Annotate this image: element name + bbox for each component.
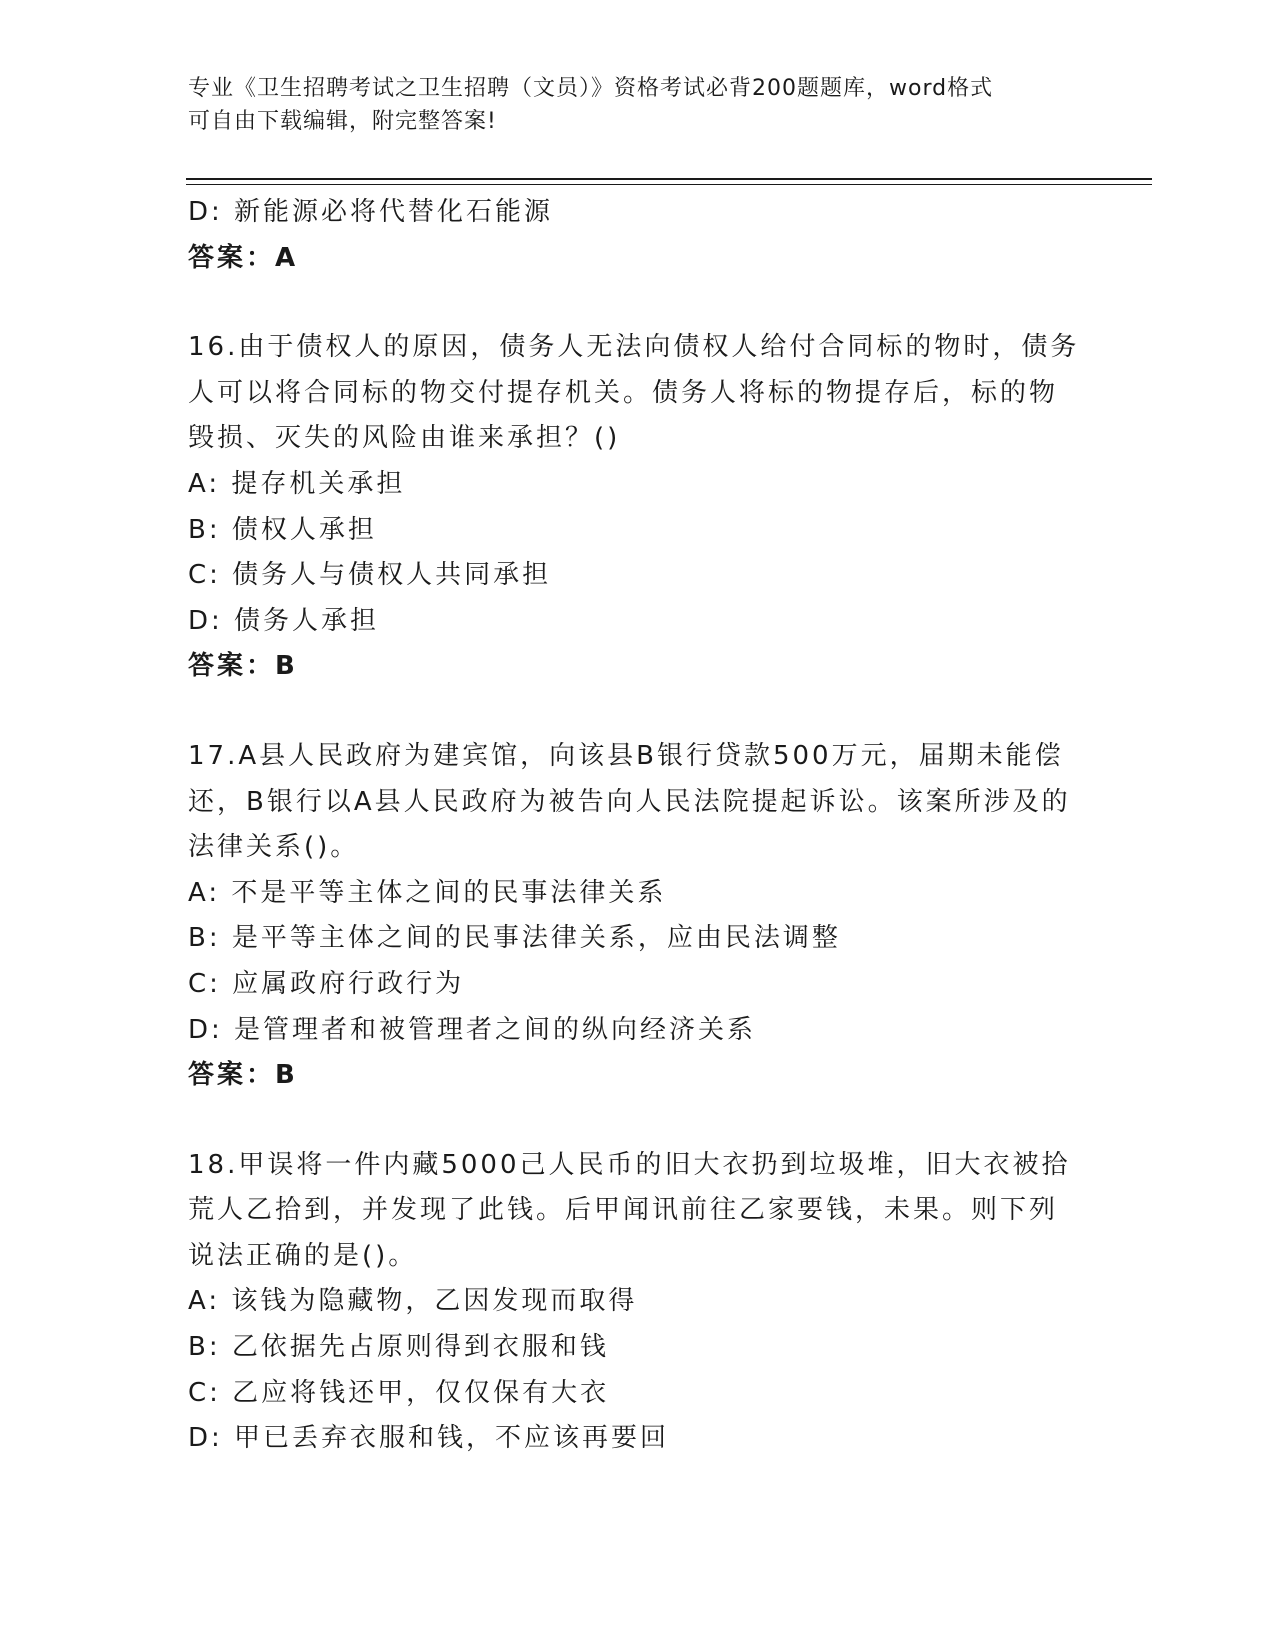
question-stem-line: 16.由于债权人的原因，债务人无法向债权人给付合同标的物时，债务	[188, 332, 1080, 363]
question-spacer	[188, 281, 1088, 325]
document-body	[188, 190, 1088, 1462]
answer-line: 答案：B	[188, 651, 298, 682]
option-c: C: 债务人与债权人共同承担	[188, 560, 552, 591]
option-d: D: 新能源必将代替化石能源	[188, 197, 554, 227]
option-a: A: 提存机关承担	[188, 468, 406, 499]
option-b: B: 是平等主体之间的民事法律关系，应由民法调整	[188, 923, 841, 954]
header-rule-thick	[186, 178, 1152, 180]
option-b: B: 乙依据先占原则得到衣服和钱	[188, 1332, 609, 1363]
option-c: C: 应属政府行政行为	[188, 968, 465, 999]
option-c: C: 乙应将钱还甲，仅仅保有大衣	[188, 1377, 610, 1408]
option-d: D: 甲已丢弃衣服和钱，不应该再要回	[188, 1423, 670, 1454]
question-stem-line: 法律关系()。	[188, 832, 360, 863]
question-stem-line: 17.A县人民政府为建宾馆，向该县B银行贷款500万元，届期未能偿	[188, 740, 1064, 771]
answer-line: 答案：A	[188, 242, 299, 273]
option-a: A: 该钱为隐藏物，乙因发现而取得	[188, 1286, 638, 1317]
question-stem-line: 毁损、灭失的风险由谁来承担？()	[188, 423, 621, 454]
option-d: D: 是管理者和被管理者之间的纵向经济关系	[188, 1014, 757, 1045]
header-rule-thin	[186, 184, 1152, 185]
question-stem-line: 还，B银行以A县人民政府为被告向人民法院提起诉讼。该案所涉及的	[188, 786, 1071, 817]
document-header	[188, 72, 1088, 138]
question-18	[188, 1143, 1088, 1462]
question-stem-line: 人可以将合同标的物交付提存机关。债务人将标的物提存后，标的物	[188, 377, 1059, 408]
option-d: D: 债务人承担	[188, 605, 380, 636]
question-spacer	[188, 1099, 1088, 1143]
question-stem-line: 18.甲误将一件内藏5000己人民币的旧大衣扔到垃圾堆，旧大衣被拾	[188, 1149, 1071, 1180]
question-17	[188, 734, 1088, 1099]
option-a: A: 不是平等主体之间的民事法律关系	[188, 877, 667, 908]
question-stem-line: 说法正确的是()。	[188, 1240, 418, 1271]
answer-line: 答案：B	[188, 1060, 298, 1091]
question-stem-line: 荒人乙拾到，并发现了此钱。后甲闻讯前往乙家要钱，未果。则下列	[188, 1195, 1059, 1226]
question-spacer	[188, 690, 1088, 734]
header-title-line-1: 专业《卫生招聘考试之卫生招聘（文员）》资格考试必背200题题库，word格式	[188, 76, 994, 101]
question-15-tail	[188, 190, 1088, 281]
question-16	[188, 325, 1088, 690]
option-b: B: 债权人承担	[188, 514, 377, 545]
header-title-line-2: 可自由下载编辑，附完整答案!	[188, 109, 497, 134]
